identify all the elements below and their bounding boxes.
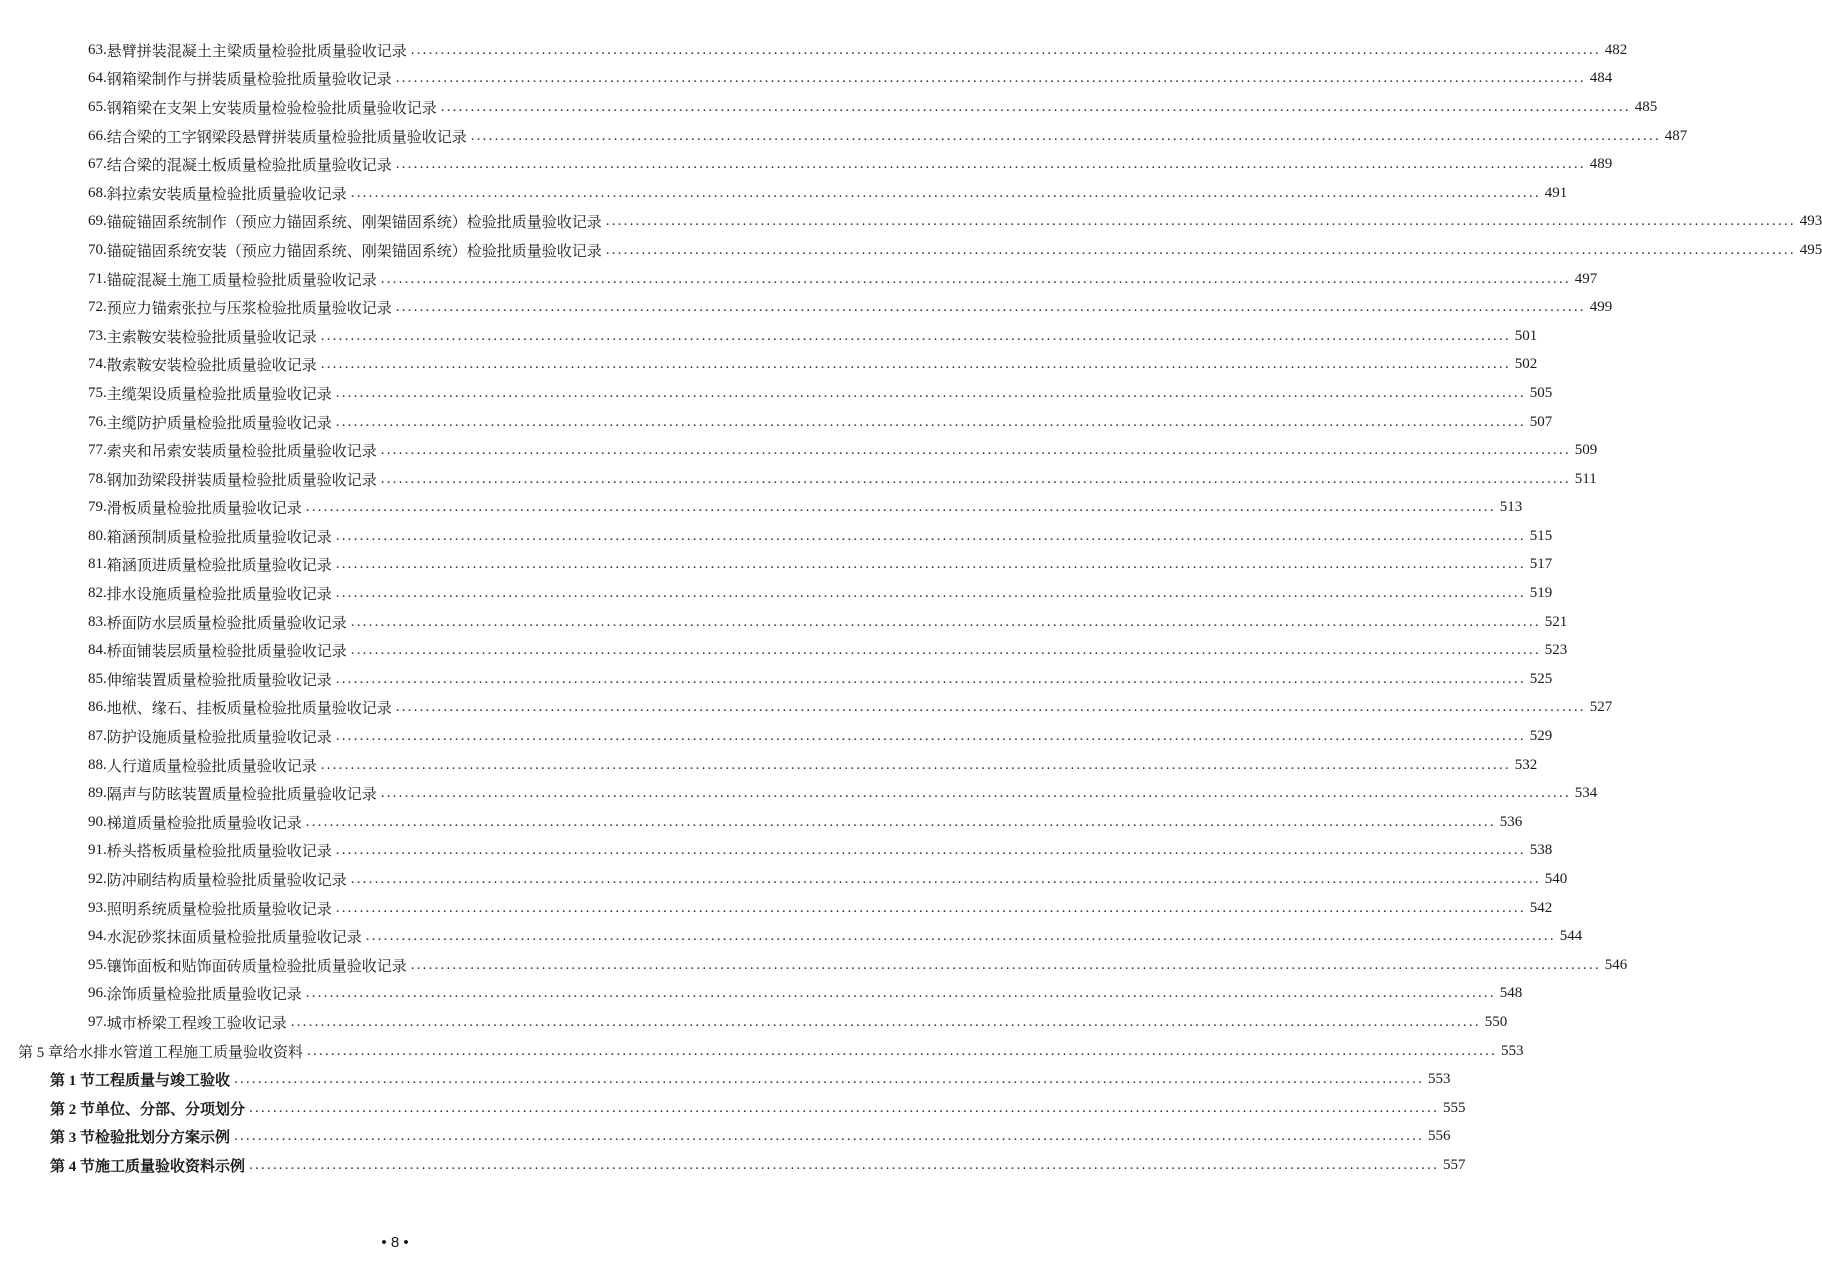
toc-entry[interactable] bbox=[0, 608, 1568, 637]
dot-leader: ........................................................................................................................................................................................................ bbox=[234, 1071, 1425, 1088]
dot-leader: ........................................................................................................................................................................................................ bbox=[335, 384, 1526, 401]
entry-page-number: 509 bbox=[1574, 442, 1598, 459]
dot-leader: ........................................................................................................................................................................................................ bbox=[395, 70, 1586, 87]
entry-page-number: 525 bbox=[1529, 670, 1553, 687]
entry-title: 滑板质量检验批质量验收记录 bbox=[106, 499, 302, 518]
entry-page-number: 485 bbox=[1634, 98, 1658, 115]
entry-number: 73. bbox=[88, 327, 107, 344]
entry-number: 70. bbox=[88, 241, 107, 258]
entry-title: 散索鞍安装检验批质量验收记录 bbox=[106, 356, 317, 375]
entry-title: 检验批划分方案示例 bbox=[95, 1128, 231, 1147]
entry-page-number: 548 bbox=[1499, 985, 1523, 1002]
entry-page-number: 501 bbox=[1514, 327, 1538, 344]
entry-number: 90. bbox=[88, 813, 107, 830]
entry-title: 工程质量与竣工验收 bbox=[95, 1071, 231, 1090]
entry-page-number: 556 bbox=[1428, 1128, 1451, 1145]
toc-entry[interactable] bbox=[0, 494, 1523, 523]
toc-entry[interactable] bbox=[0, 522, 1553, 551]
entry-page-number: 542 bbox=[1529, 899, 1553, 916]
entry-title: 锚碇锚固系统制作（预应力锚固系统、刚架锚固系统）检验批质量验收记录 bbox=[106, 213, 602, 232]
toc-entry[interactable] bbox=[0, 579, 1553, 608]
dot-leader: ........................................................................................................................................................................................................ bbox=[234, 1128, 1425, 1145]
entry-number: 92. bbox=[88, 871, 107, 888]
entry-number: 88. bbox=[88, 756, 107, 773]
entry-title: 桥头搭板质量检验批质量验收记录 bbox=[106, 842, 332, 861]
dot-leader: ........................................................................................................................................................................................................ bbox=[395, 699, 1586, 716]
dot-leader: ........................................................................................................................................................................................................ bbox=[410, 41, 1601, 58]
dot-leader: ........................................................................................................................................................................................................ bbox=[605, 241, 1796, 258]
entry-number: 65. bbox=[88, 98, 107, 115]
toc-section[interactable] bbox=[0, 1094, 1466, 1123]
entry-title: 伸缩装置质量检验批质量验收记录 bbox=[106, 670, 332, 689]
toc-entry[interactable] bbox=[0, 65, 1613, 94]
entry-page-number: 491 bbox=[1544, 184, 1568, 201]
toc-entry[interactable] bbox=[0, 179, 1568, 208]
entry-page-number: 487 bbox=[1664, 127, 1688, 144]
entry-title: 锚碇混凝土施工质量检验批质量验收记录 bbox=[106, 270, 377, 289]
entry-page-number: 538 bbox=[1529, 842, 1553, 859]
dot-leader: ........................................................................................................................................................................................................ bbox=[350, 613, 1541, 630]
toc-entry[interactable] bbox=[0, 208, 1822, 237]
dot-leader: ........................................................................................................................................................................................................ bbox=[380, 270, 1571, 287]
entry-page-number: 553 bbox=[1428, 1071, 1451, 1088]
entry-page-number: 493 bbox=[1799, 213, 1822, 230]
entry-number: 71. bbox=[88, 270, 107, 287]
toc-chapter[interactable] bbox=[0, 1037, 1524, 1066]
entry-number: 67. bbox=[88, 156, 107, 173]
dot-leader: ........................................................................................................................................................................................................ bbox=[365, 928, 1556, 945]
entry-page-number: 495 bbox=[1799, 241, 1822, 258]
entry-title: 水泥砂浆抹面质量检验批质量验收记录 bbox=[106, 928, 362, 947]
entry-page-number: 529 bbox=[1529, 728, 1553, 745]
entry-page-number: 502 bbox=[1514, 356, 1538, 373]
entry-title: 结合梁的混凝土板质量检验批质量验收记录 bbox=[106, 156, 392, 175]
entry-title: 涂饰质量检验批质量验收记录 bbox=[106, 985, 302, 1004]
entry-number: 85. bbox=[88, 670, 107, 687]
page-number: • 8 • bbox=[381, 1234, 409, 1251]
entry-number: 77. bbox=[88, 442, 107, 459]
entry-number: 82. bbox=[88, 585, 107, 602]
dot-leader: ........................................................................................................................................................................................................ bbox=[305, 985, 1496, 1002]
entry-title: 镶饰面板和贴饰面砖质量检验批质量验收记录 bbox=[106, 956, 407, 975]
dot-leader: ........................................................................................................................................................................................................ bbox=[305, 499, 1496, 516]
toc-entry[interactable] bbox=[0, 751, 1538, 780]
toc-entry[interactable] bbox=[0, 351, 1538, 380]
dot-leader: ........................................................................................................................................................................................................ bbox=[335, 556, 1526, 573]
entry-page-number: 482 bbox=[1604, 41, 1628, 58]
entry-page-number: 557 bbox=[1443, 1156, 1466, 1173]
entry-page-number: 523 bbox=[1544, 642, 1568, 659]
toc-entry[interactable] bbox=[0, 922, 1583, 951]
entry-number: 74. bbox=[88, 356, 107, 373]
toc-entry[interactable] bbox=[0, 551, 1553, 580]
dot-leader: ........................................................................................................................................................................................................ bbox=[307, 1042, 1498, 1059]
entry-title: 箱涵顶进质量检验批质量验收记录 bbox=[106, 556, 332, 575]
dot-leader: ........................................................................................................................................................................................................ bbox=[320, 756, 1511, 773]
entry-title: 人行道质量检验批质量验收记录 bbox=[106, 756, 317, 775]
entry-title: 防冲刷结构质量检验批质量验收记录 bbox=[106, 871, 347, 890]
dot-leader: ........................................................................................................................................................................................................ bbox=[605, 213, 1796, 230]
entry-title: 施工质量验收资料示例 bbox=[95, 1156, 246, 1175]
entry-number: 78. bbox=[88, 470, 107, 487]
entry-title: 桥面铺装层质量检验批质量验收记录 bbox=[106, 642, 347, 661]
entry-page-number: 507 bbox=[1529, 413, 1553, 430]
entry-number: 91. bbox=[88, 842, 107, 859]
toc-entry[interactable] bbox=[0, 36, 1628, 65]
entry-page-number: 532 bbox=[1514, 756, 1538, 773]
entry-page-number: 517 bbox=[1529, 556, 1553, 573]
entry-page-number: 515 bbox=[1529, 527, 1553, 544]
dot-leader: ........................................................................................................................................................................................................ bbox=[380, 470, 1571, 487]
entry-number: 63. bbox=[88, 41, 107, 58]
toc-section[interactable] bbox=[0, 1123, 1451, 1152]
dot-leader: ........................................................................................................................................................................................................ bbox=[320, 327, 1511, 344]
entry-title: 结合梁的工字钢梁段悬臂拼装质量检验批质量验收记录 bbox=[106, 127, 467, 146]
entry-page-number: 489 bbox=[1589, 156, 1613, 173]
dot-leader: ........................................................................................................................................................................................................ bbox=[380, 442, 1571, 459]
entry-number: 72. bbox=[88, 299, 107, 316]
entry-page-number: 527 bbox=[1589, 699, 1613, 716]
dot-leader: ........................................................................................................................................................................................................ bbox=[320, 356, 1511, 373]
dot-leader: ........................................................................................................................................................................................................ bbox=[350, 871, 1541, 888]
entry-page-number: 519 bbox=[1529, 585, 1553, 602]
dot-leader: ........................................................................................................................................................................................................ bbox=[350, 642, 1541, 659]
entry-page-number: 553 bbox=[1501, 1042, 1524, 1059]
entry-page-number: 534 bbox=[1574, 785, 1598, 802]
dot-leader: ........................................................................................................................................................................................................ bbox=[249, 1156, 1440, 1173]
toc-entry[interactable] bbox=[0, 265, 1598, 294]
entry-number: 81. bbox=[88, 556, 107, 573]
entry-number: 94. bbox=[88, 928, 107, 945]
entry-title: 箱涵预制质量检验批质量验收记录 bbox=[106, 527, 332, 546]
entry-title: 防护设施质量检验批质量验收记录 bbox=[106, 728, 332, 747]
dot-leader: ........................................................................................................................................................................................................ bbox=[335, 842, 1526, 859]
entry-number: 64. bbox=[88, 70, 107, 87]
entry-page-number: 511 bbox=[1574, 470, 1597, 487]
entry-title: 给水排水管道工程施工质量验收资料 bbox=[63, 1042, 304, 1061]
entry-title: 照明系统质量检验批质量验收记录 bbox=[106, 899, 332, 918]
toc-entry[interactable] bbox=[0, 408, 1553, 437]
entry-number: 66. bbox=[88, 127, 107, 144]
dot-leader: ........................................................................................................................................................................................................ bbox=[470, 127, 1661, 144]
toc-entry[interactable] bbox=[0, 236, 1822, 265]
dot-leader: ........................................................................................................................................................................................................ bbox=[249, 1099, 1440, 1116]
entry-page-number: 513 bbox=[1499, 499, 1523, 516]
entry-number: 76. bbox=[88, 413, 107, 430]
toc-entry[interactable] bbox=[0, 1008, 1508, 1037]
entry-page-number: 550 bbox=[1484, 1013, 1508, 1030]
toc-entry[interactable] bbox=[0, 465, 1597, 494]
entry-title: 桥面防水层质量检验批质量验收记录 bbox=[106, 613, 347, 632]
dot-leader: ........................................................................................................................................................................................................ bbox=[395, 156, 1586, 173]
entry-title: 钢箱梁在支架上安装质量检验检验批质量验收记录 bbox=[106, 98, 437, 117]
entry-number: 第 2 节 bbox=[50, 1101, 96, 1118]
toc-entry[interactable] bbox=[0, 665, 1553, 694]
toc-entry[interactable] bbox=[0, 980, 1523, 1009]
entry-title: 主缆防护质量检验批质量验收记录 bbox=[106, 413, 332, 432]
entry-title: 索夹和吊索安装质量检验批质量验收记录 bbox=[106, 442, 377, 461]
toc-entry[interactable] bbox=[0, 808, 1523, 837]
dot-leader: ........................................................................................................................................................................................................ bbox=[335, 527, 1526, 544]
entry-title: 排水设施质量检验批质量验收记录 bbox=[106, 585, 332, 604]
entry-number: 86. bbox=[88, 699, 107, 716]
entry-number: 84. bbox=[88, 642, 107, 659]
dot-leader: ........................................................................................................................................................................................................ bbox=[335, 670, 1526, 687]
dot-leader: ........................................................................................................................................................................................................ bbox=[395, 299, 1586, 316]
dot-leader: ........................................................................................................................................................................................................ bbox=[335, 728, 1526, 745]
entry-page-number: 484 bbox=[1589, 70, 1613, 87]
entry-title: 锚碇锚固系统安装（预应力锚固系统、刚架锚固系统）检验批质量验收记录 bbox=[106, 241, 602, 260]
entry-title: 斜拉索安装质量检验批质量验收记录 bbox=[106, 184, 347, 203]
entry-page-number: 555 bbox=[1443, 1099, 1466, 1116]
entry-title: 预应力锚索张拉与压浆检验批质量验收记录 bbox=[106, 299, 392, 318]
entry-page-number: 544 bbox=[1559, 928, 1583, 945]
entry-page-number: 536 bbox=[1499, 813, 1523, 830]
entry-page-number: 540 bbox=[1544, 871, 1568, 888]
entry-title: 钢箱梁制作与拼装质量检验批质量验收记录 bbox=[106, 70, 392, 89]
entry-page-number: 521 bbox=[1544, 613, 1568, 630]
dot-leader: ........................................................................................................................................................................................................ bbox=[350, 184, 1541, 201]
dot-leader: ........................................................................................................................................................................................................ bbox=[410, 956, 1601, 973]
dot-leader: ........................................................................................................................................................................................................ bbox=[440, 98, 1631, 115]
toc-entry[interactable] bbox=[0, 93, 1658, 122]
entry-page-number: 497 bbox=[1574, 270, 1598, 287]
entry-number: 97. bbox=[88, 1013, 107, 1030]
entry-number: 95. bbox=[88, 956, 107, 973]
table-of-contents bbox=[0, 36, 1822, 1180]
dot-leader: ........................................................................................................................................................................................................ bbox=[380, 785, 1571, 802]
dot-leader: ........................................................................................................................................................................................................ bbox=[335, 899, 1526, 916]
entry-number: 83. bbox=[88, 613, 107, 630]
toc-entry[interactable] bbox=[0, 865, 1568, 894]
entry-title: 梯道质量检验批质量验收记录 bbox=[106, 813, 302, 832]
toc-entry[interactable] bbox=[0, 722, 1553, 751]
entry-title: 地栿、缘石、挂板质量检验批质量验收记录 bbox=[106, 699, 392, 718]
dot-leader: ........................................................................................................................................................................................................ bbox=[335, 585, 1526, 602]
entry-title: 城市桥梁工程竣工验收记录 bbox=[106, 1013, 287, 1032]
entry-number: 89. bbox=[88, 785, 107, 802]
entry-number: 75. bbox=[88, 384, 107, 401]
toc-section[interactable] bbox=[0, 1151, 1466, 1180]
entry-page-number: 546 bbox=[1604, 956, 1628, 973]
entry-title: 主索鞍安装检验批质量验收记录 bbox=[106, 327, 317, 346]
toc-section[interactable] bbox=[0, 1065, 1451, 1094]
entry-number: 87. bbox=[88, 728, 107, 745]
entry-number: 68. bbox=[88, 184, 107, 201]
entry-title: 隔声与防眩装置质量检验批质量验收记录 bbox=[106, 785, 377, 804]
entry-page-number: 499 bbox=[1589, 299, 1613, 316]
entry-number: 第 5 章 bbox=[18, 1044, 64, 1061]
toc-entry[interactable] bbox=[0, 436, 1598, 465]
entry-title: 钢加劲梁段拼装质量检验批质量验收记录 bbox=[106, 470, 377, 489]
toc-entry[interactable] bbox=[0, 379, 1553, 408]
entry-number: 第 4 节 bbox=[50, 1158, 96, 1175]
entry-page-number: 505 bbox=[1529, 384, 1553, 401]
toc-entry[interactable] bbox=[0, 837, 1553, 866]
entry-number: 80. bbox=[88, 527, 107, 544]
entry-title: 单位、分部、分项划分 bbox=[95, 1099, 246, 1118]
toc-entry[interactable] bbox=[0, 951, 1628, 980]
dot-leader: ........................................................................................................................................................................................................ bbox=[335, 413, 1526, 430]
entry-number: 第 3 节 bbox=[50, 1130, 96, 1147]
dot-leader: ........................................................................................................................................................................................................ bbox=[305, 813, 1496, 830]
entry-title: 悬臂拼装混凝土主梁质量检验批质量验收记录 bbox=[106, 41, 407, 60]
toc-entry[interactable] bbox=[0, 122, 1688, 151]
entry-number: 69. bbox=[88, 213, 107, 230]
toc-entry[interactable] bbox=[0, 293, 1613, 322]
toc-entry[interactable] bbox=[0, 322, 1538, 351]
toc-entry[interactable] bbox=[0, 150, 1613, 179]
toc-entry[interactable] bbox=[0, 636, 1568, 665]
entry-title: 主缆架设质量检验批质量验收记录 bbox=[106, 384, 332, 403]
entry-number: 93. bbox=[88, 899, 107, 916]
dot-leader: ........................................................................................................................................................................................................ bbox=[290, 1013, 1481, 1030]
entry-number: 第 1 节 bbox=[50, 1073, 96, 1090]
toc-entry[interactable] bbox=[0, 894, 1553, 923]
toc-entry[interactable] bbox=[0, 779, 1598, 808]
entry-number: 96. bbox=[88, 985, 107, 1002]
toc-entry[interactable] bbox=[0, 694, 1613, 723]
entry-number: 79. bbox=[88, 499, 107, 516]
